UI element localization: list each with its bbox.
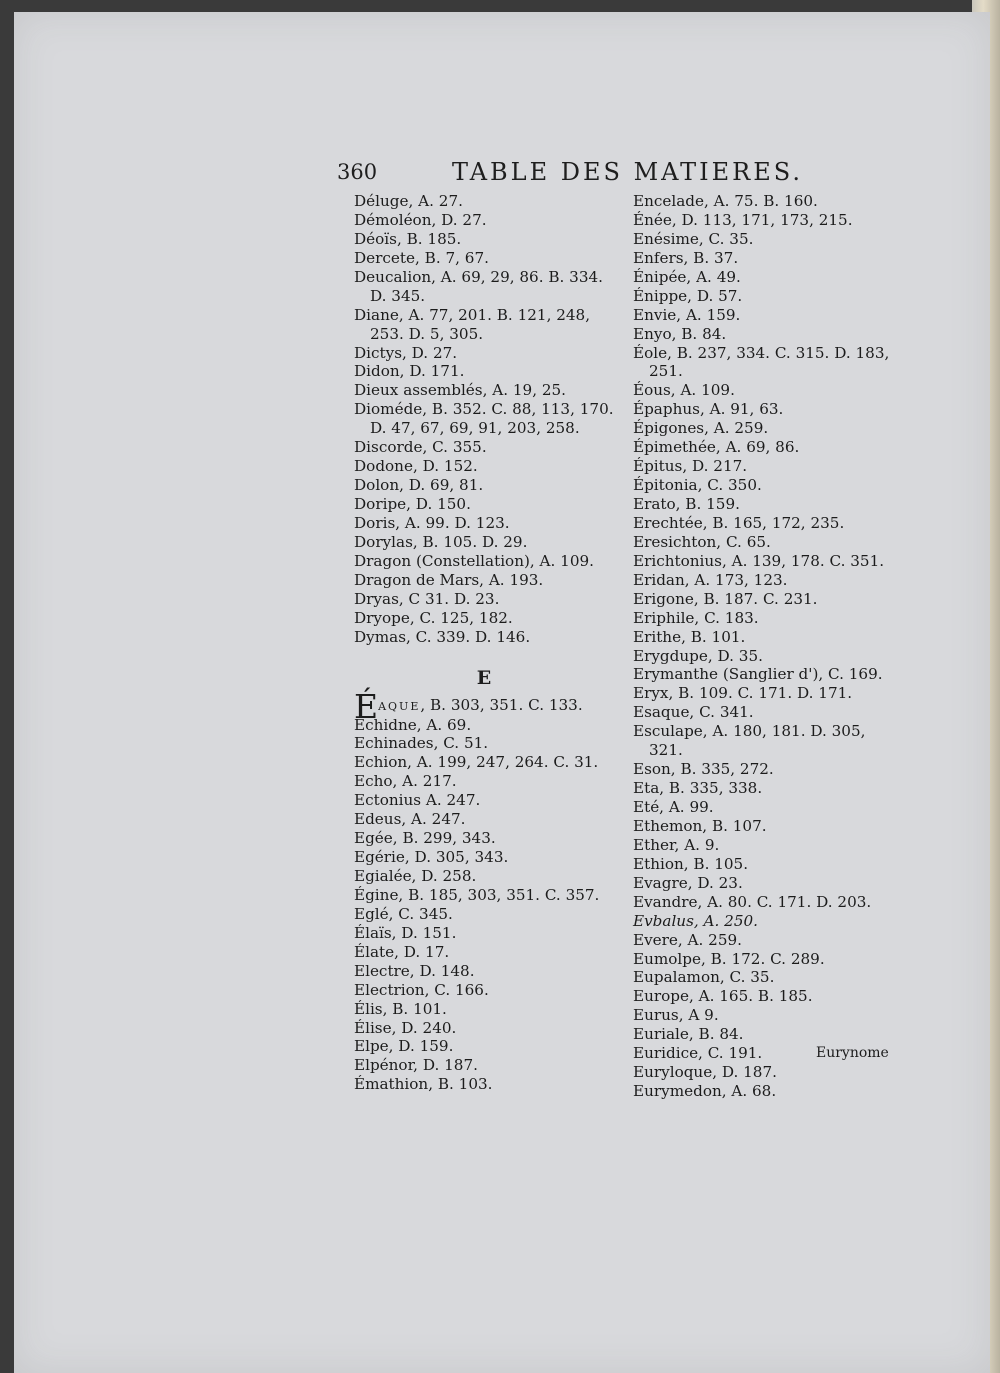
index-entry: Épitus, D. 217.	[633, 457, 748, 476]
index-entry: Dryope, C. 125, 182.	[354, 608, 513, 627]
index-entry: Egérie, D. 305, 343.	[354, 848, 509, 867]
index-entry: Erithe, B. 101.	[633, 627, 746, 646]
index-entry: Doris, A. 99. D. 123.	[354, 513, 510, 532]
index-entry: Evandre, A. 80. C. 171. D. 203.	[633, 892, 872, 911]
index-entry: Echidne, A. 69.	[354, 715, 472, 734]
index-entry: Ethemon, B. 107.	[633, 816, 767, 835]
index-entry: Didon, D. 171.	[354, 362, 465, 381]
index-entry: Erichtonius, A. 139, 178. C. 351.	[633, 551, 885, 570]
drop-cap-entry-refs: , B. 303, 351. C. 133.	[420, 695, 583, 714]
index-entry: Ethion, B. 105.	[633, 854, 749, 873]
index-entry: Dragon (Constellation), A. 109.	[354, 551, 594, 570]
index-entry: Épaphus, A. 91, 63.	[633, 400, 784, 419]
index-entry: Enfers, B. 37.	[633, 248, 739, 267]
section-spacer	[354, 647, 614, 662]
index-entry: Eriphile, C. 183.	[633, 608, 759, 627]
index-entry: Élate, D. 17.	[354, 942, 450, 961]
index-entry: Énée, D. 113, 171, 173, 215.	[633, 210, 853, 229]
index-entry: Echo, A. 217.	[354, 772, 457, 791]
index-entry: Eresichton, C. 65.	[633, 532, 771, 551]
index-entry: Énippe, D. 57.	[633, 286, 743, 305]
running-title: TABLE DES MATIERES.	[452, 158, 803, 186]
index-entry-continuation: D. 47, 67, 69, 91, 203, 258.	[370, 419, 580, 438]
section-heading-e: E	[476, 666, 492, 689]
index-column-right	[633, 192, 889, 1101]
drop-cap-word: AQUE	[378, 699, 421, 713]
index-entry: Electre, D. 148.	[354, 961, 475, 980]
page-number: 360	[337, 160, 378, 184]
index-entry: Dieux assemblés, A. 19, 25.	[354, 381, 567, 400]
index-entry: Ectonius A. 247.	[354, 791, 481, 810]
index-entry: Élise, D. 240.	[354, 1018, 457, 1037]
index-entry: Énipée, A. 49.	[633, 267, 741, 286]
index-entry: Dolon, D. 69, 81.	[354, 476, 484, 495]
index-entry: Élaïs, D. 151.	[354, 923, 457, 942]
index-entry: Élis, B. 101.	[354, 999, 447, 1018]
index-entry: Eté, A. 99.	[633, 798, 714, 816]
index-entry: Erymanthe (Sanglier d'), C. 169.	[633, 665, 883, 684]
index-entry: Eurymedon, A. 68.	[633, 1082, 777, 1101]
index-entry: Ether, A. 9.	[633, 835, 720, 854]
index-entry: Éous, A. 109.	[633, 381, 735, 400]
drop-cap-letter: É	[354, 686, 379, 726]
index-entry: Encelade, A. 75. B. 160.	[633, 192, 818, 210]
index-entry: Eupalamon, C. 35.	[633, 968, 775, 987]
index-entry: Dercete, B. 7, 67.	[354, 248, 489, 267]
index-entry: Éole, B. 237, 334. C. 315. D. 183,	[633, 343, 890, 362]
index-entry: Égine, B. 185, 303, 351. C. 357.	[354, 885, 600, 904]
index-entry: Dragon de Mars, A. 193.	[354, 570, 544, 589]
index-entry: Eryx, B. 109. C. 171. D. 171.	[633, 684, 853, 703]
index-entry: Déluge, A. 27.	[354, 192, 463, 210]
index-entry: Enésime, C. 35.	[633, 229, 754, 248]
index-entry: Erigone, B. 187. C. 231.	[633, 589, 818, 608]
index-entry: Erygdupe, D. 35.	[633, 646, 763, 665]
index-entry: Discorde, C. 355.	[354, 438, 487, 457]
index-entry-continuation: 321.	[649, 741, 683, 760]
index-entry: Deucalion, A. 69, 29, 86. B. 334.	[354, 267, 603, 286]
index-entry: Eson, B. 335, 272.	[633, 760, 774, 779]
index-entry: Euryloque, D. 187.	[633, 1063, 777, 1082]
catchword: Eurynome	[816, 1045, 889, 1061]
index-entry: Dryas, C 31. D. 23.	[354, 589, 500, 608]
index-entry: Dodone, D. 152.	[354, 457, 478, 476]
index-entry-continuation: 253. D. 5, 305.	[370, 324, 484, 343]
index-entry: Edeus, A. 247.	[354, 810, 466, 829]
index-entry: Dorylas, B. 105. D. 29.	[354, 532, 528, 551]
index-entry: Envie, A. 159.	[633, 305, 741, 324]
index-entry: Dioméde, B. 352. C. 88, 113, 170.	[354, 400, 614, 419]
index-entry: Echinades, C. 51.	[354, 734, 489, 753]
index-entry: Elpénor, D. 187.	[354, 1056, 478, 1075]
index-entry: Electrion, C. 166.	[354, 980, 489, 999]
index-entry: Evbalus, A. 250.	[633, 911, 758, 930]
index-entry: Echion, A. 199, 247, 264. C. 31.	[354, 753, 599, 772]
index-entry: Dymas, C. 339. D. 146.	[354, 627, 531, 646]
index-entry: Déoïs, B. 185.	[354, 229, 462, 248]
index-entry: Eridan, A. 173, 123.	[633, 570, 788, 589]
index-entry: Émathion, B. 103.	[354, 1075, 493, 1094]
index-entry: Egialée, D. 258.	[354, 867, 477, 885]
index-entry: Diane, A. 77, 201. B. 121, 248,	[354, 305, 591, 324]
index-entry: Épitonia, C. 350.	[633, 476, 762, 495]
index-entry: Euridice, C. 191.	[633, 1044, 763, 1063]
index-entry: Eumolpe, B. 172. C. 289.	[633, 949, 825, 968]
index-entry: Euriale, B. 84.	[633, 1025, 744, 1044]
index-entry: Eta, B. 335, 338.	[633, 779, 763, 798]
index-entry: Europe, A. 165. B. 185.	[633, 987, 813, 1006]
index-entry: Erechtée, B. 165, 172, 235.	[633, 513, 845, 532]
index-entry: Eurus, A 9.	[633, 1006, 719, 1025]
index-column-left	[354, 192, 614, 1094]
index-entry: Esculape, A. 180, 181. D. 305,	[633, 722, 866, 741]
index-entry: Erato, B. 159.	[633, 495, 740, 513]
index-entry: Enyo, B. 84.	[633, 324, 727, 343]
index-entry: Evere, A. 259.	[633, 930, 742, 949]
index-entry: Elpe, D. 159.	[354, 1037, 454, 1056]
index-entry: Esaque, C. 341.	[633, 703, 754, 722]
index-entry: Egée, B. 299, 343.	[354, 829, 496, 848]
index-entry: Eglé, C. 345.	[354, 904, 453, 923]
index-entry-continuation: 251.	[649, 362, 683, 381]
index-entry: Démoléon, D. 27.	[354, 210, 487, 229]
index-entry: Doripe, D. 150.	[354, 495, 471, 513]
index-entry: Dictys, D. 27.	[354, 343, 458, 362]
index-entry: Épimethée, A. 69, 86.	[633, 438, 800, 457]
index-entry: Épigones, A. 259.	[633, 419, 769, 438]
index-entry: Evagre, D. 23.	[633, 873, 743, 892]
index-entry-continuation: D. 345.	[370, 286, 426, 305]
